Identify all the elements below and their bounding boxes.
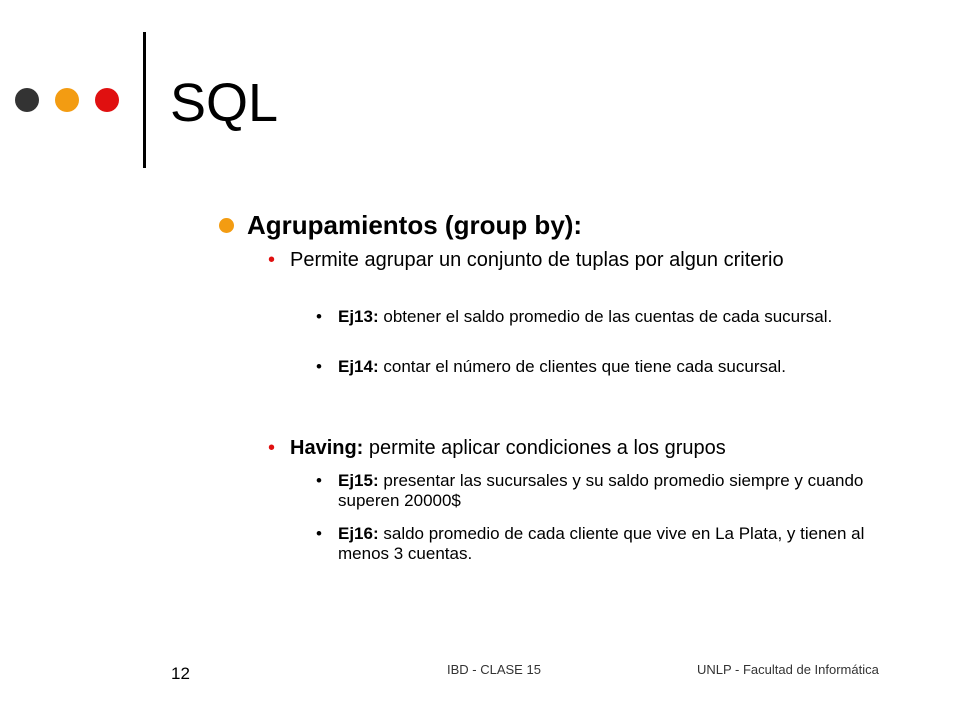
bullet-icon: • [268, 437, 276, 459]
example-text: obtener el saldo promedio de las cuentas de cada sucursal. [378, 307, 833, 326]
main-bullet-icon [219, 218, 234, 233]
example-text: saldo promedio de cada cliente que vive en La Plata, y tienen al menos 3 cuentas. [338, 524, 865, 563]
having-label: Having: [290, 437, 364, 459]
decorative-dot-dark [15, 88, 39, 112]
slide-title: SQL [170, 73, 279, 133]
example-label: Ej15: [338, 471, 379, 490]
example-label: Ej16: [338, 524, 379, 543]
decorative-dot-orange [55, 88, 79, 112]
bullet-icon: • [316, 307, 322, 326]
item-2-sub-2 [338, 524, 898, 564]
example-label: Ej14: [338, 357, 379, 376]
main-heading: Agrupamientos (group by): [247, 210, 583, 240]
item-1-sub-1 [338, 307, 898, 327]
title-divider [143, 32, 146, 168]
bullet-icon: • [316, 357, 322, 376]
item-2-sub-1 [338, 471, 898, 511]
having-text: permite aplicar condiciones a los grupos [363, 437, 726, 459]
example-text: presentar las sucursales y su saldo promedio siempre y cuando superen 20000$ [338, 471, 864, 510]
bullet-icon: • [316, 471, 322, 490]
decorative-dot-red [95, 88, 119, 112]
item-1-sub-2 [338, 357, 898, 377]
footer-right: UNLP - Facultad de Informática [697, 662, 879, 677]
footer-center: IBD - CLASE 15 [447, 662, 541, 677]
example-text: contar el número de clientes que tiene cada sucursal. [378, 357, 786, 376]
page-number: 12 [171, 664, 190, 683]
bullet-icon: • [316, 524, 322, 543]
bullet-icon: • [268, 249, 276, 271]
example-label: Ej13: [338, 307, 379, 326]
item-2-text [290, 437, 890, 460]
item-1-text: Permite agrupar un conjunto de tuplas por algun criterio [290, 249, 784, 271]
